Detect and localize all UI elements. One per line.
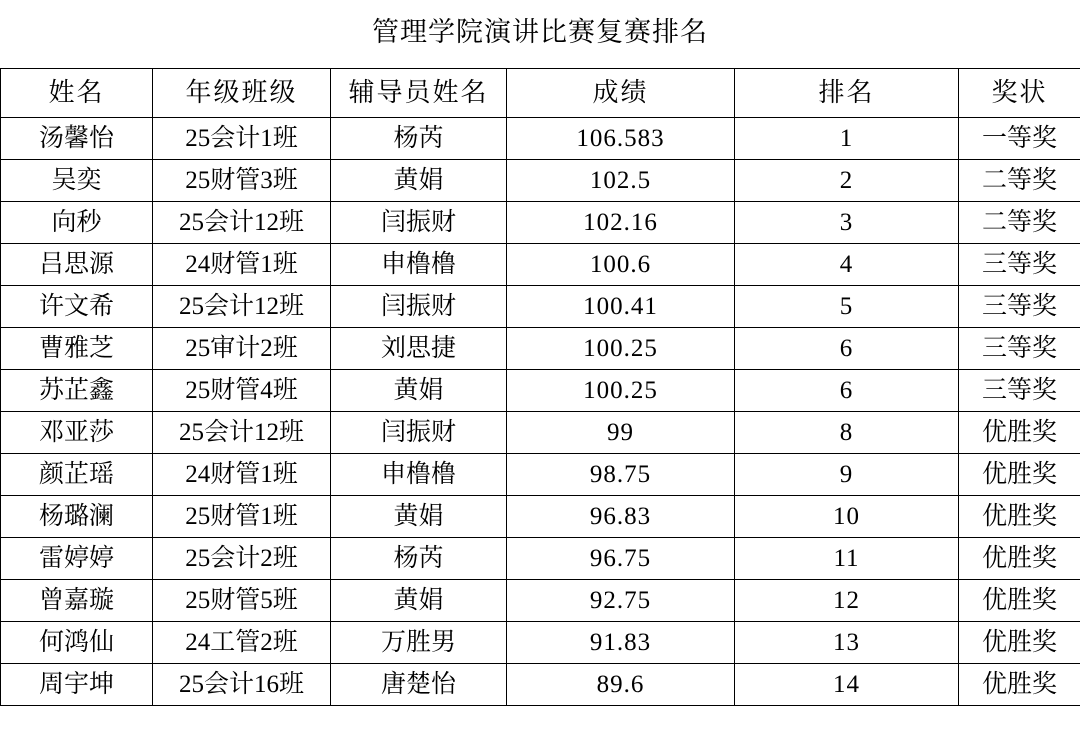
cell-name: 曹雅芝 <box>1 327 153 369</box>
cell-award: 优胜奖 <box>959 495 1080 537</box>
cell-class: 25审计2班 <box>153 327 331 369</box>
cell-score: 100.6 <box>507 243 735 285</box>
cell-class: 25会计12班 <box>153 411 331 453</box>
cell-counselor: 黄娟 <box>331 579 507 621</box>
table-header-row <box>1 68 1080 117</box>
cell-rank: 6 <box>735 327 959 369</box>
cell-award: 三等奖 <box>959 327 1080 369</box>
cell-counselor: 刘思捷 <box>331 327 507 369</box>
cell-class: 25会计1班 <box>153 117 331 159</box>
cell-score: 92.75 <box>507 579 735 621</box>
column-header-award: 奖状 <box>959 68 1080 117</box>
cell-name: 周宇坤 <box>1 663 153 705</box>
cell-class: 25财管5班 <box>153 579 331 621</box>
cell-counselor: 闫振财 <box>331 201 507 243</box>
cell-rank: 3 <box>735 201 959 243</box>
cell-counselor: 黄娟 <box>331 369 507 411</box>
cell-counselor: 万胜男 <box>331 621 507 663</box>
cell-counselor: 闫振财 <box>331 411 507 453</box>
cell-rank: 14 <box>735 663 959 705</box>
cell-award: 二等奖 <box>959 201 1080 243</box>
cell-name: 曾嘉璇 <box>1 579 153 621</box>
cell-class: 25会计2班 <box>153 537 331 579</box>
column-header-counselor: 辅导员姓名 <box>331 68 507 117</box>
cell-class: 25财管1班 <box>153 495 331 537</box>
table-row <box>1 453 1080 495</box>
cell-award: 二等奖 <box>959 159 1080 201</box>
cell-counselor: 黄娟 <box>331 495 507 537</box>
cell-name: 吴奕 <box>1 159 153 201</box>
cell-rank: 5 <box>735 285 959 327</box>
cell-class: 25会计12班 <box>153 201 331 243</box>
table-row <box>1 285 1080 327</box>
cell-score: 99 <box>507 411 735 453</box>
cell-name: 向秒 <box>1 201 153 243</box>
ranking-table <box>0 68 1080 706</box>
cell-score: 100.41 <box>507 285 735 327</box>
table-row <box>1 579 1080 621</box>
cell-rank: 11 <box>735 537 959 579</box>
table-row <box>1 327 1080 369</box>
cell-rank: 12 <box>735 579 959 621</box>
cell-name: 何鸿仙 <box>1 621 153 663</box>
cell-class: 25财管4班 <box>153 369 331 411</box>
cell-score: 106.583 <box>507 117 735 159</box>
cell-name: 杨璐澜 <box>1 495 153 537</box>
cell-name: 颜芷瑶 <box>1 453 153 495</box>
cell-award: 优胜奖 <box>959 663 1080 705</box>
table-row <box>1 159 1080 201</box>
cell-counselor: 黄娟 <box>331 159 507 201</box>
cell-class: 25财管3班 <box>153 159 331 201</box>
cell-award: 优胜奖 <box>959 621 1080 663</box>
table-row <box>1 621 1080 663</box>
cell-rank: 4 <box>735 243 959 285</box>
table-body <box>1 117 1080 705</box>
cell-award: 三等奖 <box>959 285 1080 327</box>
cell-score: 91.83 <box>507 621 735 663</box>
table-row <box>1 537 1080 579</box>
cell-counselor: 申橹橹 <box>331 453 507 495</box>
cell-counselor: 杨芮 <box>331 537 507 579</box>
column-header-rank: 排名 <box>735 68 959 117</box>
cell-class: 25会计16班 <box>153 663 331 705</box>
column-header-score: 成绩 <box>507 68 735 117</box>
cell-name: 汤馨怡 <box>1 117 153 159</box>
cell-score: 89.6 <box>507 663 735 705</box>
cell-name: 雷婷婷 <box>1 537 153 579</box>
cell-class: 24工管2班 <box>153 621 331 663</box>
cell-score: 96.83 <box>507 495 735 537</box>
cell-rank: 6 <box>735 369 959 411</box>
cell-score: 98.75 <box>507 453 735 495</box>
table-header <box>1 68 1080 117</box>
cell-counselor: 闫振财 <box>331 285 507 327</box>
table-row <box>1 201 1080 243</box>
cell-class: 25会计12班 <box>153 285 331 327</box>
cell-counselor: 申橹橹 <box>331 243 507 285</box>
cell-rank: 10 <box>735 495 959 537</box>
column-header-name: 姓名 <box>1 68 153 117</box>
cell-award: 优胜奖 <box>959 453 1080 495</box>
cell-score: 96.75 <box>507 537 735 579</box>
cell-rank: 13 <box>735 621 959 663</box>
table-row <box>1 369 1080 411</box>
cell-rank: 8 <box>735 411 959 453</box>
cell-score: 100.25 <box>507 327 735 369</box>
cell-counselor: 唐楚怡 <box>331 663 507 705</box>
cell-score: 100.25 <box>507 369 735 411</box>
cell-award: 三等奖 <box>959 369 1080 411</box>
cell-award: 优胜奖 <box>959 537 1080 579</box>
cell-rank: 9 <box>735 453 959 495</box>
table-row <box>1 117 1080 159</box>
page-title: 管理学院演讲比赛复赛排名 <box>372 17 708 47</box>
cell-score: 102.5 <box>507 159 735 201</box>
cell-award: 优胜奖 <box>959 411 1080 453</box>
cell-score: 102.16 <box>507 201 735 243</box>
cell-rank: 2 <box>735 159 959 201</box>
cell-award: 一等奖 <box>959 117 1080 159</box>
table-row <box>1 243 1080 285</box>
cell-rank: 1 <box>735 117 959 159</box>
cell-class: 24财管1班 <box>153 453 331 495</box>
cell-class: 24财管1班 <box>153 243 331 285</box>
column-header-class: 年级班级 <box>153 68 331 117</box>
cell-name: 吕思源 <box>1 243 153 285</box>
cell-counselor: 杨芮 <box>331 117 507 159</box>
cell-name: 许文希 <box>1 285 153 327</box>
cell-award: 三等奖 <box>959 243 1080 285</box>
table-row <box>1 663 1080 705</box>
cell-award: 优胜奖 <box>959 579 1080 621</box>
table-row <box>1 495 1080 537</box>
cell-name: 苏芷鑫 <box>1 369 153 411</box>
cell-name: 邓亚莎 <box>1 411 153 453</box>
table-row <box>1 411 1080 453</box>
